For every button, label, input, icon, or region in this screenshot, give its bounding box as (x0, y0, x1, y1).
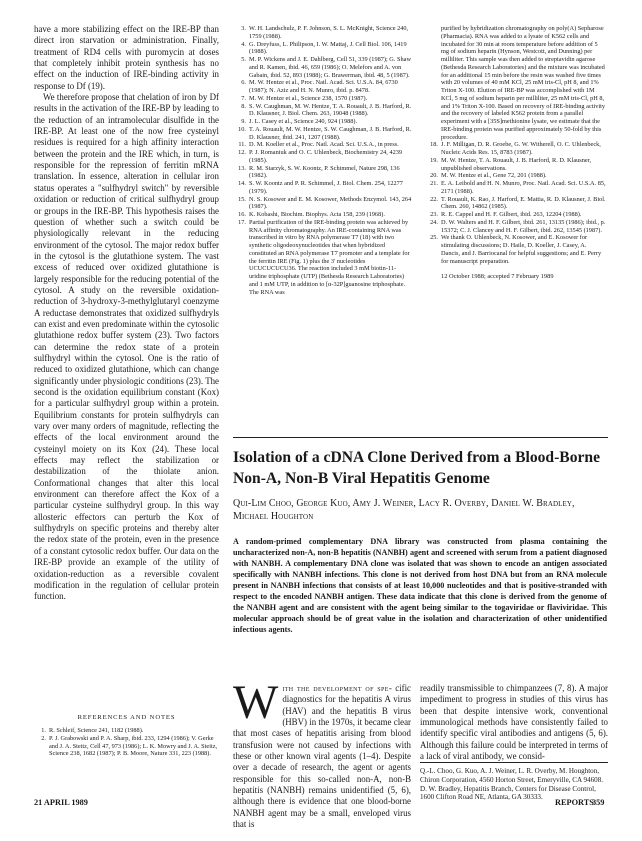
reference-number: 1. (41, 727, 46, 734)
affiliations (420, 767, 608, 802)
reference-text: R. E. Cappel and H. F. Gilbert, ibid. 263, 12204 (1988). (441, 211, 582, 218)
reference-text: R. M. Starzyk, S. W. Koontz, P. Schimmel, Nature 298, 136 (1982). (249, 164, 400, 180)
references-heading: REFERENCES AND NOTES (77, 714, 176, 721)
reference-17-continued: purified by hybridization chromatography on poly(A) Sepharose (Pharmacia). RNA was added to a lysate of K562 cells and incubated for 30 min at room temperature before addition of 5 mg of sodium heparin (Hynson, Westcott, and Dunning) per milliliter. This sample was then added to streptavidin agarose (Bethesda Research Laboratories) and the mixture was incubated for an additional 15 min before the resin was washed five times with 20 volumes of 40 mM KCl, 25 mM tris-Cl, pH 8, and 1% Triton X-100. Elution of IRE-BP was accomplished with 1M KCl, 5 mg of sodium heparin per milliliter, 25 mM tris-Cl, pH 8, and 1% Triton X-100. Based on recovery of IRE-binding activity and the recovery of labeled K562 protein from a parallel experiment with a [35S]methionine lysate, we estimate that the IRE-binding protein was purified approximately 50-fold by this procedure. (441, 25, 606, 141)
reference-text: M. W. Hentze et al., Proc. Natl. Acad. Sci. U.S.A. 84, 6730 (1987); N. Aziz and H. N. Munro, ibid. p. 8478. (249, 79, 398, 94)
reference-text: D. W. Walters and H. F. Gilbert, ibid. 261, 13135 (1986); ibid., p. 15372; C. J. Clancey and H. F. Gilbert, ibid. 262, 13545 (1987). (441, 218, 606, 234)
left-paragraph-1: have a more stabilizing effect on the IRE-BP than direct iron starvation or administration. Finally, treatment of RD4 cells with puromycin at doses that completely inhibit protein synthesis has no effect on the induction of IRE-binding activity in response to Df (19). (34, 24, 219, 91)
reference-number: 14. (238, 180, 246, 187)
reference-number: 20. (430, 172, 438, 180)
reference-number: 21. (430, 180, 438, 187)
reference-item (426, 219, 606, 235)
reference-text: We thank O. Uhlenbeck, N. Kosower, and E. Kosower for stimulating discussions; D. Haile, D. Koeller, J. Casey, A. Dancis, and J. Barriocanal for helpful suggestions; and E. Perry for manuscript preparation. (441, 234, 602, 265)
left-paragraph-2: We therefore propose that chelation of iron by Df results in the activation of the IRE-BP by leading to the reduction of an intramolecular disulfide in the IRE-BP. At least one of the now free cysteinyl residues is required for a high affinity interaction between the protein and the IRE which, in turn, is responsible for the repression of ferritin mRNA translation. In essence, alteration in cellular iron status operates a "sulfhydryl switch" by reversible oxidation or reduction of critical sulfhydryl group or groups in the IRE-BP. This hypothesis raises the question of whether such a switch could be physiologically relevant in the reducing environment of the cytosol. The major redox buffer in the cytosol is the glutathione system. The vast excess of reduced over oxidized glutathione is largely responsible for the reducing potential of the cytosol. A study on the reversible oxidation-reduction of 3-hydroxy-3-methylglutaryl coenzyme A reductase demonstrates that oxidized sulfhydryls can exist and even predominate within the cytosolic glutathione redox buffer system (23). Two factors can determine the redox state of a protein sulfhydryl within the cytosol. One is the ratio of reduced to oxidized glutathione, which can change significantly under physiologic conditions (23). The second is the oxidation equilibrium constant (Kox) for a particular sulfhydryl group within a protein. Equilibrium constants for protein sulfhydryls can vary over many orders of magnitude, reflecting the effects of the local environment around the cysteinyl moiety on its Kox (24). These local effects may reflect the stabilization or destabilization of the thiolate anion. Conformational changes that alter this local environment can therefore affect the Kox of a particular cysteine sulfhydryl group. In this way allosteric effectors can perturb the Kox of sulfhydryls on specific proteins and thereby alter the redox state of the protein, even in the presence of a constant cytosolic redox buffer. Our data on the IRE-BP provide an example of the utility of oxidation-reduction as a reversible covalent modification in the regulation of cellular protein function. (34, 92, 219, 602)
reference-item (234, 56, 412, 79)
reference-item (426, 234, 606, 265)
reference-text: G. Dreyfuss, L. Philipson, I. W. Mattaj, J. Cell Biol. 106, 1419 (1988). (249, 40, 407, 56)
left-column (34, 24, 219, 603)
reference-number: 9. (241, 118, 246, 125)
reference-number: 8. (241, 102, 246, 110)
reference-item (234, 219, 412, 297)
reference-number: 11. (238, 141, 246, 149)
reference-number: 22. (430, 195, 438, 203)
reference-item (234, 211, 412, 219)
reference-text: S. W. Caughman, M. W. Hentze, T. A. Rouault, J. B. Harford, R. D. Klausner, J. Biol. Chem. 263, 19048 (1988). (249, 102, 412, 118)
reference-text: P. J. Grabowski and P. A. Sharp, ibid. 233, 1294 (1986); V. Gerke and J. A. Steitz, Cell 47, 973 (1986); L. K. Mowry and J. A. Steitz, Science 238, 1682 (1987); P. B. Moore, Nature 331, 223 (1988). (49, 734, 218, 758)
reference-number: 16. (238, 211, 246, 218)
reference-item (426, 172, 606, 180)
reference-text: P. J. Romaniuk and O. C. Uhlenbeck, Biochemistry 24, 4239 (1985). (249, 149, 403, 164)
reference-text: M. P. Wickens and J. E. Dahlberg, Cell 51, 339 (1987); G. Shaw and R. Kamen, ibid. 46, 659 (1986); O. Melefors and A. von Gabain, ibid. 52, 893 (1988); G. Brawerman, ibid. 48, 5 (1987). (249, 56, 411, 79)
reference-text: K. Kobashi, Biochim. Biophys. Acta 158, 239 (1968). (249, 211, 385, 218)
reference-item (234, 103, 412, 119)
footer-section: REPORTS (555, 798, 594, 807)
reference-item (234, 165, 412, 181)
reference-text: J. L. Casey et al., Science 240, 924 (1988). (249, 118, 358, 125)
reference-number: 5. (241, 56, 246, 63)
footer-date: 21 APRIL 1989 (34, 798, 88, 807)
reference-item (234, 79, 412, 95)
reference-item (426, 157, 606, 173)
reference-item (234, 95, 412, 103)
reference-text: R. Schleif, Science 241, 1182 (1988). (49, 727, 144, 734)
title-rule-top (233, 437, 608, 438)
reference-item (426, 180, 606, 196)
reference-item (234, 141, 412, 149)
reference-number: 17. (238, 218, 246, 226)
reference-text: E. A. Leibold and H. N. Munro, Proc. Natl. Acad. Sci. U.S.A. 85, 2171 (1988). (441, 180, 606, 195)
reference-text: D. M. Koeller et al., Proc. Natl. Acad. Sci. U.S.A., in press. (249, 141, 399, 149)
body-right-text: readily transmissible to chimpanzees (7, 8). A major impediment to progress in studies of this virus has been that despite intensive work, conventional immunological methods have consistently failed to identify specific viral antibodies and antigens (5, 6). Although this failure could be interpreted in terms of a lack of viral antibody, we consid- (420, 683, 608, 762)
reference-number: 10. (238, 125, 246, 133)
reference-text: S. W. Koontz and P. R. Schimmel, J. Biol. Chem. 254, 12277 (1979). (249, 180, 403, 195)
article-body-right (420, 683, 608, 762)
reference-number: 23. (430, 211, 438, 218)
reference-number: 12. (238, 149, 246, 156)
reference-number: 25. (430, 234, 438, 242)
footer-page-number: 359 (592, 798, 605, 807)
reference-text: W. H. Landschulz, P. F. Johnson, S. L. McKnight, Science 240, 1759 (1988). (249, 25, 409, 40)
references-list-middle (234, 25, 412, 296)
reference-item (426, 211, 606, 219)
reference-text: N. S. Kosower and E. M. Kosower, Methods Enzymol. 143, 264 (1987). (249, 195, 412, 211)
reference-item (234, 25, 412, 41)
reference-number: 4. (241, 40, 246, 48)
reference-number: 7. (241, 94, 246, 102)
references-list-right (426, 141, 606, 265)
right-column (426, 25, 606, 281)
reference-item (234, 118, 412, 126)
affiliation-1: Q.-L. Choo, G. Kuo, A. J. Weiner, L. R. Overby, M. Houghton, Chiron Corporation, 4560 Horton Street, Emeryville, CA 94608. (420, 767, 604, 784)
reference-text: M. W. Hentze, T. A. Rouault, J. B. Harford, R. D. Klausner, unpublished observations. (441, 156, 592, 172)
reference-item (234, 180, 412, 196)
reference-item (234, 41, 412, 57)
affiliation-2: D. W. Bradley, Hepatitis Branch, Centers for Disease Control, 1600 Clifton Road NE, Atlanta, GA 30333. (420, 784, 596, 802)
reference-text: J. F. Milligan, D. R. Groebe, G. W. Witherell, O. C. Uhlenbeck, Nucleic Acids Res. 15, 8783 (1987). (441, 141, 601, 156)
reference-text: M. W. Hentze et al., Science 238, 1570 (1987). (249, 94, 368, 102)
reference-number: 19. (430, 156, 438, 164)
reference-number: 2. (41, 734, 46, 742)
reference-number: 24. (430, 218, 438, 226)
article-body-left (233, 676, 411, 830)
reference-item (426, 141, 606, 157)
reference-number: 15. (238, 195, 246, 203)
reference-number: 6. (241, 79, 246, 87)
article-title: Isolation of a cDNA Clone Derived from a Blood-Borne Non-A, Non-B Viral Hepatitis Genome (233, 449, 601, 487)
reference-item (34, 735, 219, 758)
reference-number: 18. (430, 141, 438, 149)
reference-item (234, 126, 412, 142)
reference-item (34, 727, 219, 735)
reference-number: 13. (238, 164, 246, 172)
body-left-text: cific diagnostics for the hepatitis A virus (HAV) and the hepatitis B virus (HBV) in the 1970s, it became clear that most cases of hepatitis arising from blood transfusion were not caused by infections with these or other known viral agents (1–4). Despite over a decade of research, the agent or agents responsible for this so-called non-A, non-B hepatitis (NANBH) remains unidentified (5, 6), although there is evidence that one blood-borne NANBH agent may be a small, enveloped virus that is (233, 683, 411, 830)
drop-cap: W (233, 676, 279, 729)
reference-text: Partial purification of the IRE-binding protein was achieved by RNA affinity chromatography. An IRE-containing RNA was transcribed in vitro by RNA polymerase T7 (18) with two synthetic oligodeoxynucleotides that when hybridized constituted an RNA polymerase T7 promoter and a template for the ferritin IRE (Fig. 1) plus the 3' nucleotides UCUCUCUCU36. The reaction included 3 mM biotin-11-uridine triphosphate (UTP) (Bethesda Research Laboratories) and 1 mM UTP, in addition to [α-32P]guanosine triphosphate. The RNA was (249, 218, 410, 296)
reference-item (234, 196, 412, 212)
lead-in: ith the development of spe- (282, 683, 393, 693)
article-abstract: A random-primed complementary DNA library was constructed from plasma containing the uncharacterized non-A, non-B hepatitis (NANBH) agent and screened with serum from a patient diagnosed with NANBH. A complementary DNA clone was isolated that was shown to encode an antigen associated specifically with NANBH infections. This clone is not derived from host DNA but from an RNA molecule present in NANBH infections that consists of at least 10,000 nucleotides and that is positive-stranded with respect to the encoded NANBH antigen. These data indicate that this clone is derived from the genome of the NANBH agent and are consistent with the agent being similar to the togaviridae or flaviviridae. This molecular approach should be of great value in the isolation and characterization of other unidentified infectious agents. (233, 537, 607, 634)
references-section (34, 708, 219, 758)
reference-text: T. A. Rouault, M. W. Hentze, S. W. Caughman, J. B. Harford, R. D. Klausner, ibid. 241, 1207 (1988). (249, 125, 412, 141)
reference-text: M. W. Hentze et al., Gene 72, 201 (1988). (441, 172, 547, 180)
reference-text: T. Rouault, K. Rao, J. Harford, E. Mattia, R. D. Klausner, J. Biol. Chem. 260, 14862 (1985). (441, 195, 606, 211)
article-authors: Qui-Lim Choo, George Kuo, Amy J. Weiner, Lacy R. Overby, Daniel W. Bradley, Michael Houghton (233, 498, 575, 522)
reference-item (234, 149, 412, 165)
reference-item (426, 196, 606, 212)
reference-number: 3. (241, 25, 246, 32)
received-accepted-dates: 12 October 1988; accepted 7 February 1989 (441, 273, 554, 281)
references-list-left (34, 727, 219, 758)
